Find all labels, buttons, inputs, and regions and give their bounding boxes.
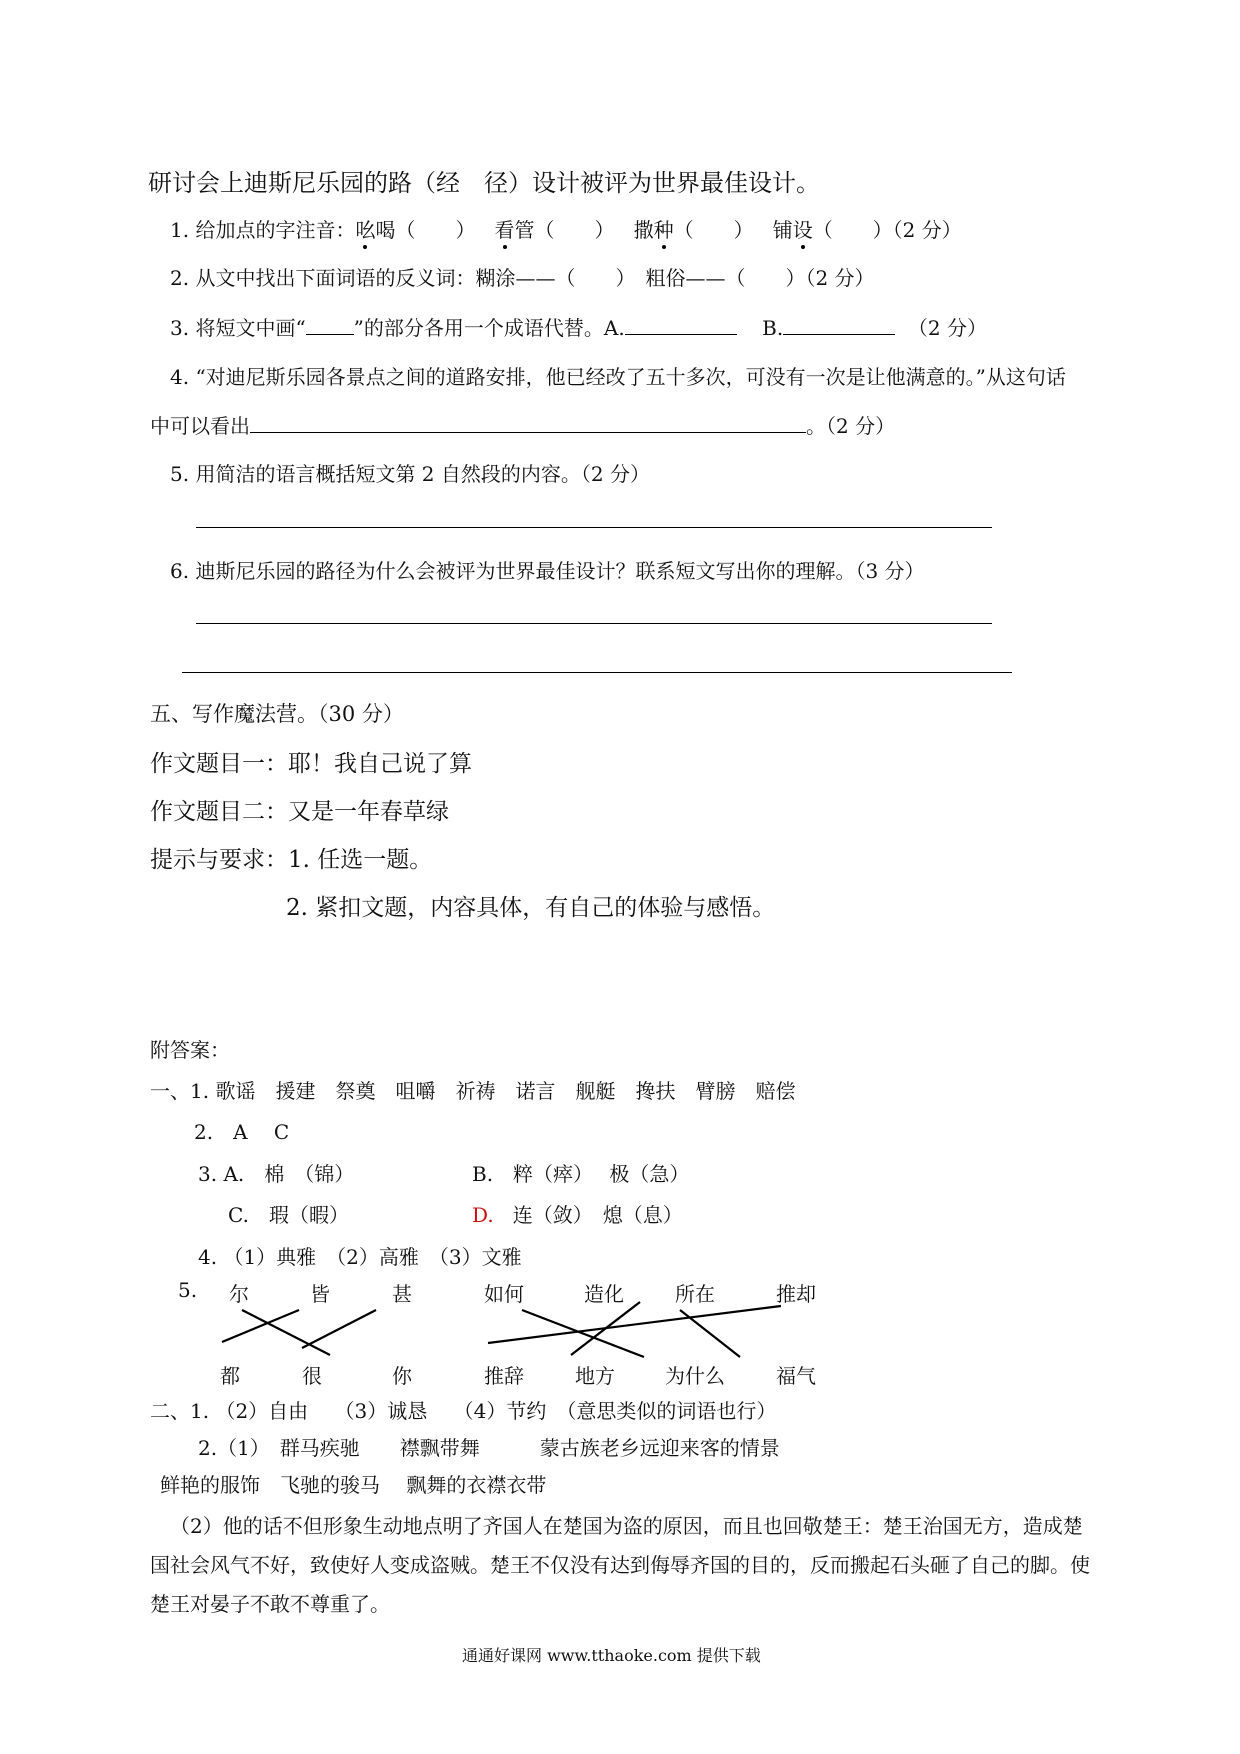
match-top-word: 皆: [310, 1282, 330, 1306]
match-line: [302, 1310, 376, 1348]
essay-topic-1: 作文题目一：耶！我自己说了算: [150, 751, 472, 777]
match-line: [488, 1306, 781, 1343]
match-bottom-word: 推辞: [484, 1364, 524, 1388]
answer-2-2-c-line-2: 国社会风气不好，致使好人变成盗贼。楚王不仅没有达到侮辱齐国的目的，反而搬起石头砸了自己的脚。使: [150, 1553, 1090, 1577]
match-top-word: 造化: [584, 1282, 624, 1306]
question-3: 3. 将短文中画“ ”的部分各用一个成语代替。A. B. （2 分）: [170, 316, 988, 340]
match-top-word: 推却: [776, 1282, 816, 1306]
essay-requirement-1: 提示与要求：1. 任选一题。: [150, 847, 433, 873]
answer-1-4: 4. （1）典雅 （2）高雅 （3）文雅: [198, 1245, 522, 1269]
match-bottom-word: 都: [220, 1364, 240, 1388]
question-4-line-2: 中可以看出 。（2 分）: [150, 414, 896, 438]
match-line: [242, 1310, 330, 1355]
match-bottom-word: 为什么: [665, 1364, 725, 1388]
answer-2-2-b: 鲜艳的服饰 飞驰的骏马 飘舞的衣襟衣带: [160, 1473, 547, 1497]
match-bottom-word: 福气: [776, 1364, 816, 1388]
answer-2-2-c-line-3: 楚王对晏子不敢不尊重了。: [150, 1592, 390, 1616]
answer-label-d: D.: [472, 1203, 494, 1227]
match-bottom-word: 你: [392, 1364, 412, 1388]
section-5-title: 五、写作魔法营。（30 分）: [150, 702, 404, 726]
answer-2-1: 二、1. （2）自由 （3）诚恳 （4）节约 （意思类似的词语也行）: [150, 1399, 777, 1423]
essay-requirement-2: 2. 紧扣文题，内容具体，有自己的体验与感悟。: [286, 895, 776, 921]
match-bottom-word: 地方: [575, 1364, 615, 1388]
match-top-word: 所在: [675, 1282, 715, 1306]
match-line: [522, 1310, 644, 1357]
answers-title: 附答案：: [150, 1038, 230, 1062]
answer-2-2-c-line-1: （2）他的话不但形象生动地点明了齐国人在楚国为盗的原因，而且也回敬楚王：楚王治国无方，造成楚: [170, 1514, 1083, 1538]
page-footer: 通通好课网 www.tthaoke.com 提供下载: [462, 1646, 761, 1665]
match-bottom-word: 很: [302, 1364, 322, 1388]
match-top-word: 甚: [392, 1282, 412, 1306]
answer-1-3-a: 3. A. 棉 （锦）: [198, 1162, 355, 1186]
question-1: 1. 给加点的字注音：吆喝（ ） 看管（ ） 撒种（ ） 铺设（ ）（2 分）: [170, 214, 962, 243]
answer-1-1: 一、1. 歌谣 援建 祭奠 咀嚼 祈祷 诺言 舰艇 搀扶 臂膀 赔偿: [150, 1079, 796, 1103]
answer-1-3-d: D. 连（敛） 熄（息）: [472, 1203, 683, 1227]
match-line: [222, 1310, 299, 1342]
essay-topic-2: 作文题目二：又是一年春草绿: [150, 799, 449, 825]
answer-2-2-a: 2.（1） 群马疾驰 襟飘带舞 蒙古族老乡远迎来客的情景: [198, 1436, 780, 1460]
question-4-line-1: 4. “对迪尼斯乐园各景点之间的道路安排，他已经改了五十多次，可没有一次是让他满意的。”从这句话: [170, 365, 1066, 389]
match-top-word: 尔: [229, 1282, 249, 1306]
question-6: 6. 迪斯尼乐园的路径为什么会被评为世界最佳设计？联系短文写出你的理解。（3 分）: [170, 559, 925, 583]
answer-1-3-c: C. 瑕（暇）: [228, 1203, 349, 1227]
answer-1-2: 2. A C: [194, 1120, 290, 1144]
answer-1-5-number: 5.: [178, 1278, 198, 1302]
question-2: 2. 从文中找出下面词语的反义词：糊涂——（ ） 粗俗——（ ）（2 分）: [170, 266, 875, 290]
match-top-word: 如何: [484, 1282, 524, 1306]
answer-1-3-b: B. 粹（瘁） 极（急）: [472, 1162, 690, 1186]
question-5: 5. 用简洁的语言概括短文第 2 自然段的内容。（2 分）: [170, 462, 650, 486]
passage-last-line: 研讨会上迪斯尼乐园的路（经 径）设计被评为世界最佳设计。: [148, 169, 820, 197]
